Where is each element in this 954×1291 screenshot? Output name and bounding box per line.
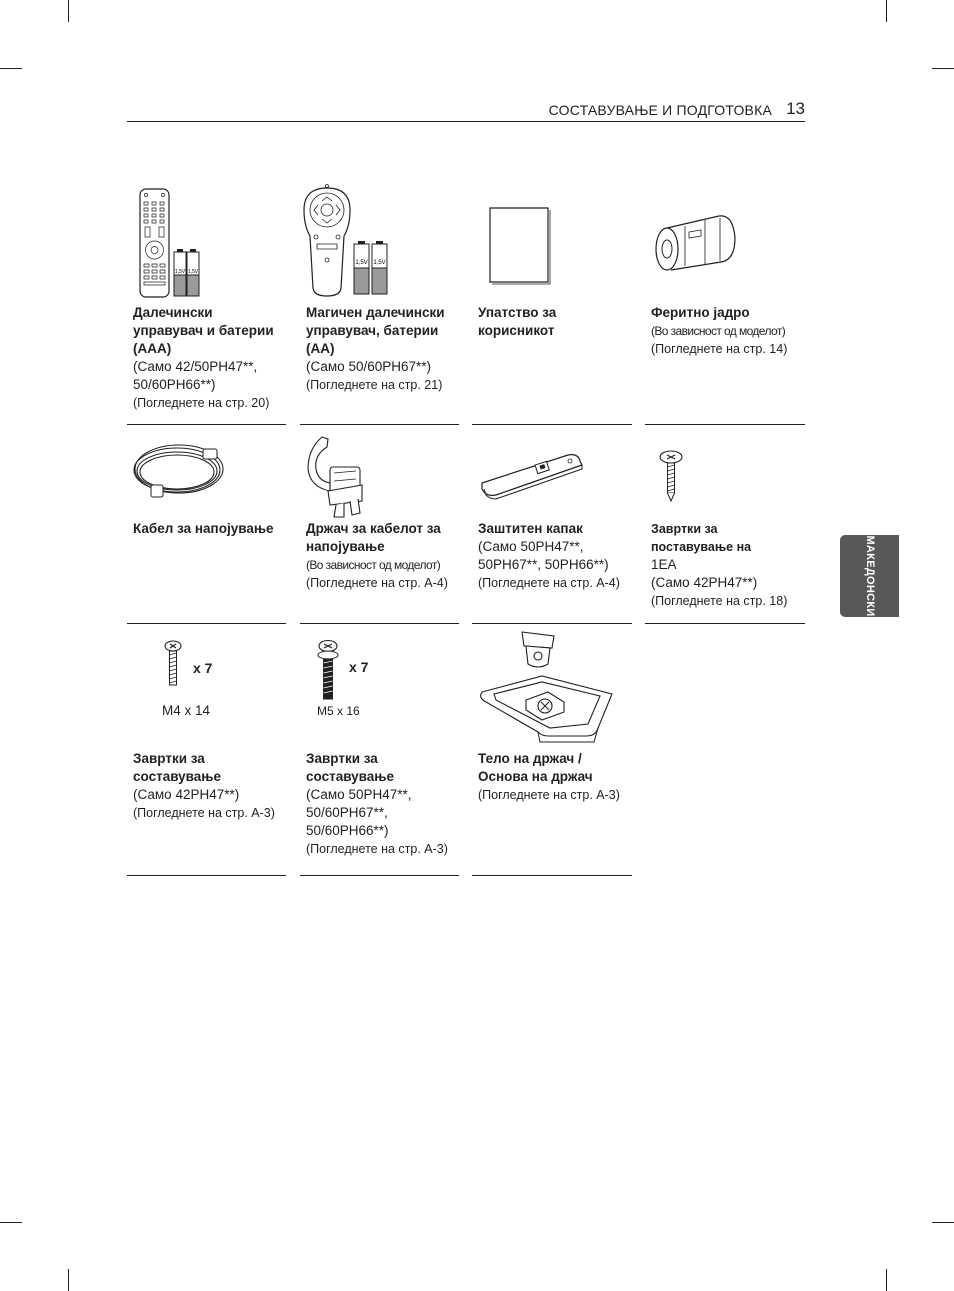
cell-divider <box>300 875 459 876</box>
item-description <box>478 304 628 340</box>
crop-mark <box>68 0 69 22</box>
item-title: Завртки за составување <box>133 751 222 784</box>
item-reference: (Погледнете на стр. A-3) <box>133 806 275 820</box>
screw-size: M5 x 16 <box>317 704 360 718</box>
crop-mark <box>932 1222 954 1223</box>
item-description <box>306 750 455 858</box>
item-note: (Само 42PH47**) <box>133 787 240 802</box>
item-note: (Само 50PH47**, 50PH67**, 50PH66**) <box>478 539 609 572</box>
item-quantity: 1EA <box>651 557 677 572</box>
item-title: Заштитен капак <box>478 521 583 536</box>
item-title: Феритно јадро <box>651 305 750 320</box>
item-title: Тело на држач / Основа на држач <box>478 751 593 784</box>
item-note: (Само 42/50PH47**, 50/60PH66**) <box>133 359 258 392</box>
item-title: Завртки за <box>651 522 718 536</box>
item-title: поставување на <box>651 540 752 554</box>
owners-manual-icon <box>472 180 632 305</box>
item-quantity: x 7 <box>193 660 213 676</box>
power-cable-icon <box>127 425 286 525</box>
ferrite-core-icon <box>645 180 805 305</box>
item-title: Кабел за напојување <box>133 521 274 536</box>
battery-voltage-label: 1,5V <box>187 269 199 275</box>
crop-mark <box>886 0 887 22</box>
item-note: (Само 50PH47**, 50/60PH67**, 50/60PH66**) <box>306 787 412 838</box>
item-description <box>133 520 282 538</box>
item-condition: (Во зависност од моделот) <box>651 324 786 338</box>
item-description <box>651 304 801 358</box>
magic-remote-batteries-icon <box>300 180 459 305</box>
item-condition: (Во зависност од моделот) <box>306 558 441 572</box>
screw-icon <box>127 624 286 694</box>
item-title: Држач за кабелот за напојување <box>306 521 441 554</box>
item-reference: (Погледнете на стр. A-4) <box>478 576 620 590</box>
crop-mark <box>68 1269 69 1291</box>
item-remote-control <box>127 180 286 425</box>
item-quantity: x 7 <box>349 659 369 675</box>
item-assembly-screws-m4 <box>127 624 286 876</box>
item-stand <box>472 624 632 876</box>
item-note: (Само 42PH47**) <box>651 575 758 590</box>
battery-voltage-label: 1,5V <box>355 260 368 266</box>
item-description <box>651 520 801 610</box>
item-reference: (Погледнете на стр. 14) <box>651 342 788 356</box>
item-reference: (Погледнете на стр. A-3) <box>478 788 620 802</box>
item-note: (Само 50/60PH67**) <box>306 359 432 374</box>
stand-body-base-icon <box>472 624 632 749</box>
item-description <box>133 750 282 822</box>
item-title: Далечински управувач и батерии (AAA) <box>133 305 274 356</box>
page-header <box>127 96 805 122</box>
item-title: Магичен далечински управувач, батерии (AA) <box>306 305 445 356</box>
battery-voltage-label: 1,5V <box>174 269 186 275</box>
item-ferrite-core <box>645 180 805 425</box>
battery-voltage-label: 1,5V <box>373 260 386 266</box>
item-reference: (Погледнете на стр. 20) <box>133 396 270 410</box>
cell-divider <box>472 875 632 876</box>
item-reference: (Погледнете на стр. A-4) <box>306 576 448 590</box>
screw-icon <box>300 624 459 704</box>
cable-holder-icon <box>300 425 459 525</box>
item-owners-manual <box>472 180 632 425</box>
crop-mark <box>0 68 22 69</box>
crop-mark <box>0 1222 22 1223</box>
crop-mark <box>886 1269 887 1291</box>
remote-control-batteries-icon <box>127 180 286 305</box>
page-number: 13 <box>786 99 805 118</box>
protective-cover-icon <box>472 425 632 525</box>
item-description <box>306 304 455 394</box>
cell-divider <box>645 623 805 624</box>
screw-size: M4 x 14 <box>162 703 211 718</box>
item-mounting-screw <box>645 425 805 624</box>
section-title: СОСТАВУВАЊЕ И ПОДГОТОВКА <box>548 102 772 118</box>
language-tab-label: МАКЕДОНСКИ <box>863 535 876 617</box>
language-tab <box>840 535 899 617</box>
screw-icon <box>645 425 805 525</box>
item-protective-cover <box>472 425 632 624</box>
cell-divider <box>127 875 286 876</box>
item-reference: (Погледнете на стр. A-3) <box>306 842 448 856</box>
item-title: Упатство за корисникот <box>478 305 557 338</box>
item-description <box>478 520 628 592</box>
item-description <box>306 520 455 592</box>
item-reference: (Погледнете на стр. 18) <box>651 594 788 608</box>
item-reference: (Погледнете на стр. 21) <box>306 378 443 392</box>
item-magic-remote <box>300 180 459 425</box>
header-rule <box>127 121 805 122</box>
crop-mark <box>932 68 954 69</box>
item-power-cable <box>127 425 286 624</box>
item-title: Завртки за составување <box>306 751 395 784</box>
item-description <box>478 750 628 804</box>
item-description <box>133 304 282 412</box>
item-assembly-screws-m5 <box>300 624 459 876</box>
item-cable-holder <box>300 425 459 624</box>
